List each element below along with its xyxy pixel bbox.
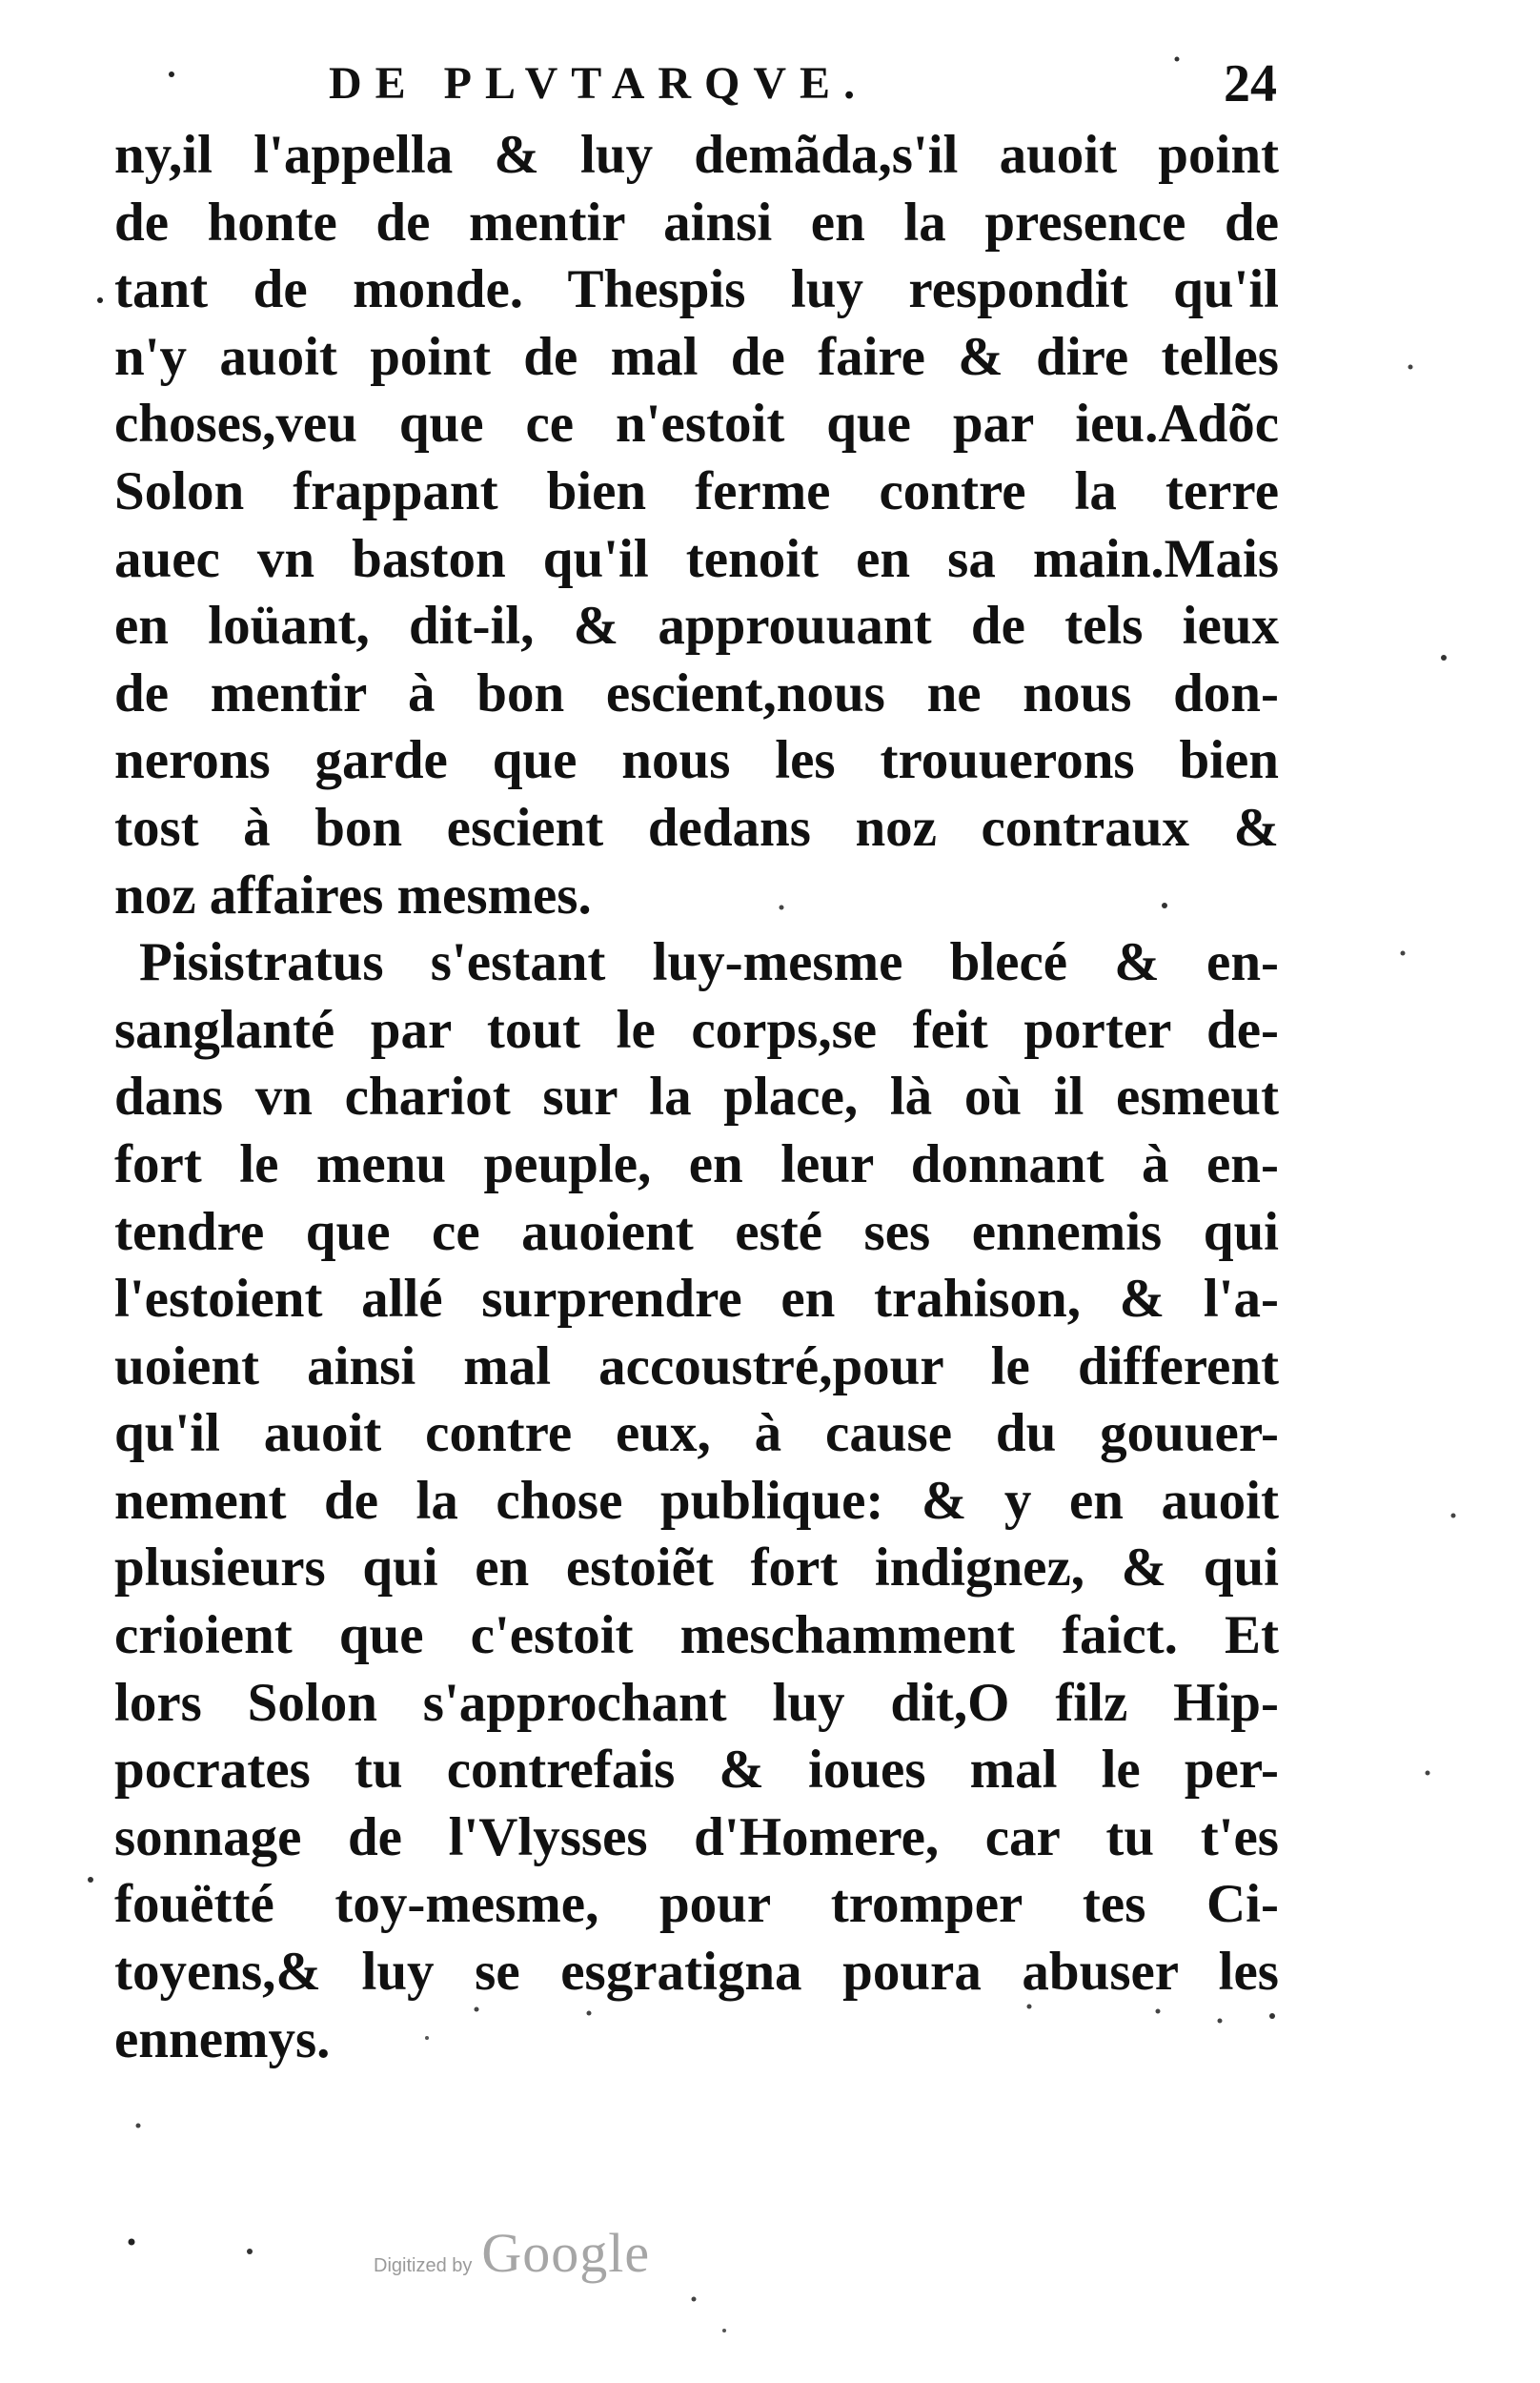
text-line: sonnage de l'Vlysses d'Homere, car tu t'es	[114, 1806, 1279, 1867]
text-line: nement de la chose publique: & y en auoit	[114, 1470, 1279, 1531]
google-logo: Google	[481, 2222, 651, 2284]
text-line: lors Solon s'approchant luy dit,O filz Hip-	[114, 1672, 1279, 1733]
text-line: auec vn baston qu'il tenoit en sa main.Mais	[114, 528, 1279, 589]
text-line: uoient ainsi mal accoustré,pour le different	[114, 1335, 1279, 1396]
paragraph-1	[114, 122, 1279, 929]
body-text	[114, 122, 1279, 2073]
text-line: dans vn chariot sur la place, là où il esmeut	[114, 1067, 1279, 1128]
text-line: ennemys.	[114, 2008, 331, 2069]
text-line: choses,veu que ce n'estoit que par ieu.Adõc	[114, 394, 1279, 455]
text-line: de honte de mentir ainsi en la presence de	[114, 192, 1279, 253]
text-line: de mentir à bon escient,nous ne nous don-	[114, 662, 1279, 723]
digitization-footer	[374, 2221, 650, 2288]
paragraph-2	[114, 929, 1279, 2073]
text-line: en loüant, dit-il, & approuuant de tels ieux	[114, 596, 1279, 657]
digitized-label: Digitized by	[374, 2255, 473, 2276]
text-line: sanglanté par tout le corps,se feit porter de-	[114, 999, 1279, 1060]
text-line: tant de monde. Thespis luy respondit qu'il	[114, 259, 1279, 320]
text-line: fouëtté toy-mesme, pour tromper tes Ci-	[114, 1874, 1279, 1935]
page-header	[114, 46, 1277, 122]
text-line: tendre que ce auoient esté ses ennemis qui	[114, 1201, 1279, 1262]
text-line: fort le menu peuple, en leur donnant à en-	[114, 1133, 1279, 1194]
text-line: Solon frappant bien ferme contre la terre	[114, 460, 1279, 521]
page-number: 24	[1224, 54, 1277, 113]
text-line: pocrates tu contrefais & ioues mal le per-	[114, 1740, 1279, 1801]
text-line: ny,il l'appella & luy demãda,s'il auoit point	[114, 125, 1279, 185]
text-line: toyens,& luy se esgratigna poura abuser les	[114, 1942, 1279, 2003]
text-line: plusieurs qui en estoiẽt fort indignez, & qui	[114, 1538, 1279, 1599]
text-line: l'estoient allé surprendre en trahison, & l'a-	[114, 1269, 1279, 1330]
text-line: n'y auoit point de mal de faire & dire telles	[114, 326, 1279, 387]
text-line: nerons garde que nous les trouuerons bien	[114, 730, 1279, 791]
text-line: noz affaires mesmes.	[114, 865, 592, 926]
text-line: tost à bon escient dedans noz contraux &	[114, 797, 1279, 858]
text-line: qu'il auoit contre eux, à cause du gouuer-	[114, 1403, 1279, 1464]
text-line: crioient que c'estoit meschamment faict. Et	[114, 1605, 1279, 1666]
text-line: Pisistratus s'estant luy-mesme blecé & en-	[139, 932, 1279, 993]
running-head: DE PLVTARQVE.	[329, 58, 869, 109]
